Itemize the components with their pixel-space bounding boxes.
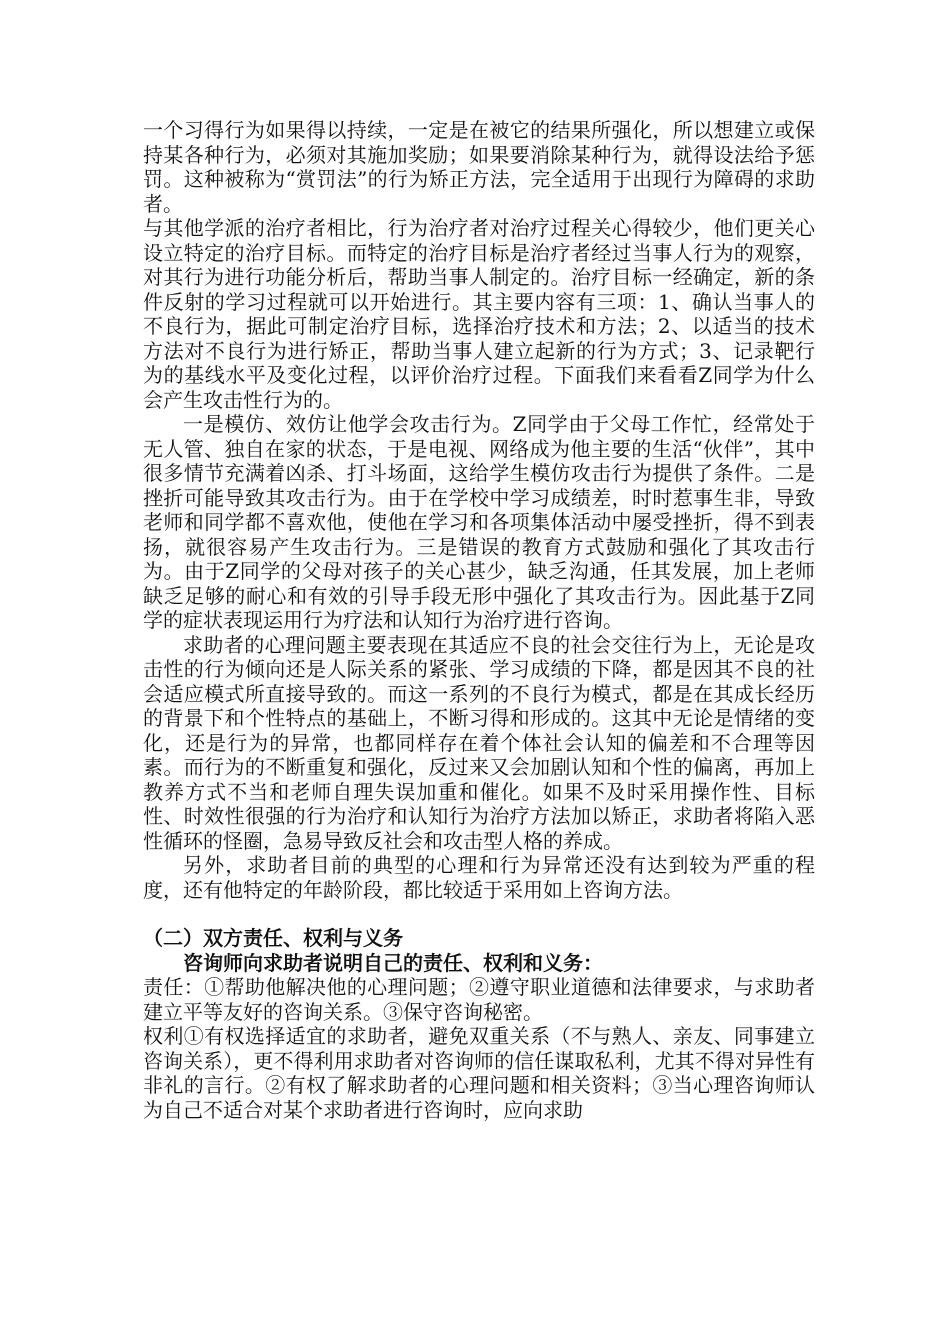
paragraph-rights: 权利①有权选择适宜的求助者，避免双重关系（不与熟人、亲友、同事建立咨询关系），更不得利用求助者对咨询师的信任谋取私利，尤其不得对异性有非礼的言行。②有权了解求助者的心理问题和相关资料；③当心理咨询师认为自己不适合对某个求助者进行咨询时，应向求助 (143, 1024, 815, 1122)
paragraph-suitability: 另外，求助者目前的典型的心理和行为异常还没有达到较为严重的程度，还有他特定的年龄阶段，都比较适于采用如上咨询方法。 (143, 853, 815, 902)
section-heading: （二）双方责任、权利与义务 (143, 926, 403, 950)
document-page (143, 118, 815, 1122)
section-subheading: 咨询师向求助者说明自己的责任、权利和义务： (183, 950, 603, 975)
paragraph-behavior-therapy: 与其他学派的治疗者相比，行为治疗者对治疗过程关心得较少，他们更关心设立特定的治疗目标。而特定的治疗目标是治疗者经过当事人行为的观察，对其行为进行功能分析后，帮助当事人制定的。治疗目标一经确定，新的条件反射的学习过程就可以开始进行。其主要内容有三项：1、确认当事人的不良行为，据此可制定治疗目标，选择治疗技术和方法；2、以适当的技术方法对不良行为进行矫正，帮助当事人建立起新的行为方式；3、记录靶行为的基线水平及变化过程，以评价治疗过程。下面我们来看看Z同学为什么会产生攻击性行为的。 (143, 216, 815, 412)
paragraph-reward-punishment: 一个习得行为如果得以持续，一定是在被它的结果所强化，所以想建立或保持某各种行为，必须对其施加奖励；如果要消除某种行为，就得设法给予惩罚。这种被称为“赏罚法”的行为矫正方法，完全适用于出现行为障碍的求助者。 (143, 118, 815, 216)
paragraph-aggression-causes: 一是模仿、效仿让他学会攻击行为。Z同学由于父母工作忙，经常处于无人管、独自在家的状态，于是电视、网络成为他主要的生活“伙伴”，其中很多情节充满着凶杀、打斗场面，这给学生模仿攻击行为提供了条件。二是挫折可能导致其攻击行为。由于在学校中学习成绩差，时时惹事生非，导致老师和同学都不喜欢他，使他在学习和各项集体活动中屡受挫折，得不到表扬，就很容易产生攻击行为。三是错误的教育方式鼓励和强化了其攻击行为。由于Z同学的父母对孩子的关心甚少，缺乏沟通，任其发展，加上老师缺乏足够的耐心和有效的引导手段无形中强化了其攻击行为。因此基于Z同学的症状表现运用行为疗法和认知行为治疗进行咨询。 (143, 412, 815, 632)
section-gap (143, 902, 815, 926)
paragraph-responsibilities: 责任：①帮助他解决他的心理问题；②遵守职业道德和法律要求，与求助者建立平等友好的咨询关系。③保守咨询秘密。 (143, 975, 815, 1024)
paragraph-problem-analysis: 求助者的心理问题主要表现在其适应不良的社会交往行为上，无论是攻击性的行为倾向还是人际关系的紧张、学习成绩的下降，都是因其不良的社会适应模式所直接导致的。而这一系列的不良行为模式，都是在其成长经历的背景下和个性特点的基础上，不断习得和形成的。这其中无论是情绪的变化，还是行为的异常，也都同样存在着个体社会认知的偏差和不合理等因素。而行为的不断重复和强化，反过来又会加剧认知和个性的偏离，再加上教养方式不当和老师自理失误加重和催化。如果不及时采用操作性、目标性、时效性很强的行为治疗和认知行为治疗方法加以矫正，求助者将陷入恶性循环的怪圈，急易导致反社会和攻击型人格的养成。 (143, 632, 815, 853)
